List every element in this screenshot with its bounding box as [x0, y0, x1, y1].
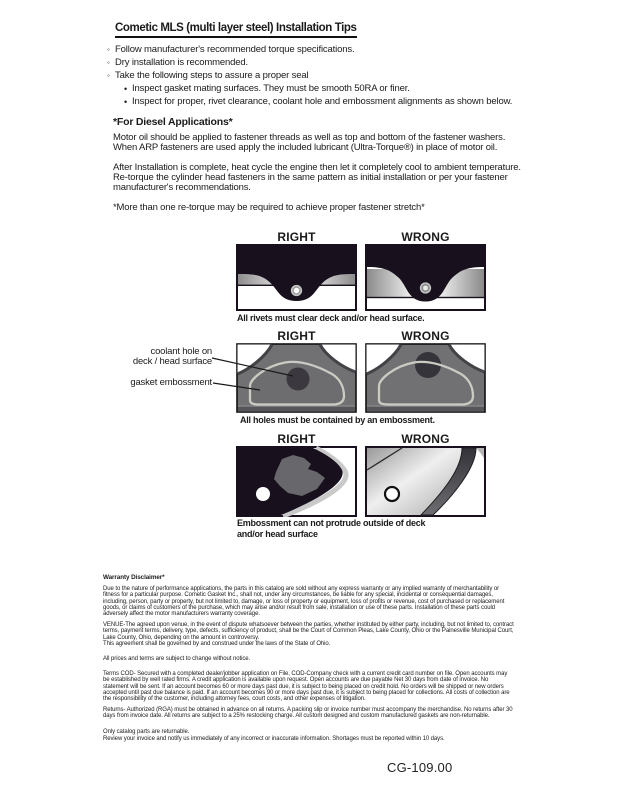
warranty-catalog-parts-note: Only catalog parts are returnable. [103, 729, 190, 735]
row3-caption-line1: Embossment can not protrude outside of deck [237, 518, 426, 528]
row2-right-header: RIGHT [277, 329, 316, 343]
row1-right-header: RIGHT [277, 230, 316, 244]
open-bullet-icon: ◦ [107, 45, 110, 54]
warranty-disclaimer-heading: Warranty Disclaimer* [103, 574, 165, 581]
row1-right-diagram [236, 244, 357, 311]
diesel-paragraph-2: After Installation is complete, heat cycle the engine then let it completely cool to ambient temperature. Re-torque the cylinder head fasteners in the same pattern as initial installation or per your fastener manufacturer's recommendations. [113, 162, 521, 193]
row3-right-diagram [236, 446, 357, 517]
sub-bullet-item [124, 83, 410, 95]
sub-bullet-text: Inspect for proper, rivet clearance, coolant hole and embossment alignments as shown below. [132, 96, 513, 107]
bullet-item [107, 44, 354, 56]
retorque-note: *More than one re-torque may be required to achieve proper fastener stretch* [113, 202, 425, 213]
row2-wrong-diagram [365, 343, 486, 413]
page-number: CG-109.00 [387, 760, 453, 775]
row1-caption: All rivets must clear deck and/or head surface. [237, 313, 425, 323]
filled-bullet-icon: • [124, 84, 128, 94]
diesel-paragraph-1: Motor oil should be applied to fastener threads as well as top and bottom of the fastener washers. When ARP fasteners are used apply the included lubricant (Ultra-Torque®) in place of motor oil. [113, 132, 506, 153]
page-title: Cometic MLS (multi layer steel) Installation Tips [115, 22, 357, 38]
warranty-returns: Returns- Authorized (RGA) must be obtained in advance on all returns. A packing slip or invoice number must accompany the merchandise. No returns after 30 days from invoice date. All returns are subject to a 25% restocking charge. All custom designed and custom manufactured gaskets are non-returnable. [103, 707, 513, 720]
warranty-prices-note: All prices and terms are subject to change without notice. [103, 656, 251, 662]
row3-wrong-header: WRONG [401, 432, 450, 446]
warranty-paragraph-1: Due to the nature of performance applications, the parts in this catalog are sold without any express warranty or any implied warranty of merchantability or fitness for a particular purpose. Cometic Gasket Inc., shall not, under any circumstances, be liable for any special, incidental or consequential damages, including, person, party or property, but not limited to, damage, or loss of property or equipment, loss of profits or revenue, cost of purchased or replacement goods, or claims of customers of the purchase, which may arise and/or result from sale, installation or use of these parts. Installation of these parts could adversely affect the motor manufacturers warranty coverage. [103, 586, 505, 618]
bullet-item [107, 70, 308, 82]
embossment-protrusion-right-image [236, 446, 357, 517]
row1-wrong-diagram [365, 244, 486, 311]
gasket-embossment-label: gasket embossment [130, 377, 212, 388]
warranty-review-invoice-note: Review your invoice and notify us immediately of any incorrect or inaccurate information. Shortages must be reported within 10 days. [103, 736, 445, 742]
warranty-governing-law: This agreement shall be governed by and construed under the laws of the State of Ohio. [103, 641, 331, 647]
bullet-text: Follow manufacturer's recommended torque specifications. [115, 44, 355, 55]
rivet-clearance-right-image [236, 244, 357, 311]
coolant-hole-label [133, 347, 212, 366]
embossment-containment-right-image [236, 343, 357, 413]
warranty-terms-cod: Terms COD- Secured with a completed dealer/jobber application on File, COD-Company check with a current credit card number on file. Open accounts may be established by well rated firms. A credit application is available upon request. Open accounts are due payable Net 30 days from date of invoice. No statement will be sent. If an account becomes 60 or more days past due, it is subject to being placed on credit hold. No orders will be shipped or new orders accepted until past due balance is paid. If an account becomes 90 or more days past due, it is subject to being placed for collections. All costs of collection are the responsibility of the customer, including attorney fees, court costs, and other expenses of litigation. [103, 671, 510, 703]
bullet-text: Dry installation is recommended. [115, 57, 249, 68]
row3-wrong-diagram [365, 446, 486, 517]
row2-right-diagram [236, 343, 357, 413]
open-bullet-icon: ◦ [107, 58, 110, 67]
warranty-venue-paragraph: VENUE-The agreed upon venue, in the event of dispute whatsoever between the parties, whether instituted by either party, including, but not limited to, contract terms, payment terms, delivery, type, defects, sufficiency of product, shall be the Court of Common Pleas, Lake County, Ohio or the Painesville Municipal Court, Lake County, Ohio, depending on the amount in controversy. [103, 622, 514, 641]
filled-bullet-icon: • [124, 97, 128, 107]
bullet-item [107, 57, 248, 69]
coolant-hole-label-line2: deck / head surface [132, 355, 212, 367]
rivet-clearance-wrong-image [365, 244, 486, 311]
row2-caption: All holes must be contained by an embossment. [240, 415, 435, 425]
diesel-applications-heading: *For Diesel Applications* [113, 116, 233, 128]
embossment-containment-wrong-image [365, 343, 486, 413]
bullet-text: Take the following steps to assure a proper seal [115, 70, 309, 81]
coolant-hole-label-line1: coolant hole on [150, 346, 212, 357]
row2-wrong-header: WRONG [401, 329, 450, 343]
sub-bullet-item [124, 96, 512, 108]
row3-caption [237, 518, 425, 540]
embossment-protrusion-wrong-image [365, 446, 486, 517]
row3-right-header: RIGHT [277, 432, 316, 446]
row3-caption-line2: and/or head surface [237, 529, 318, 539]
sub-bullet-text: Inspect gasket mating surfaces. They must be smooth 50RA or finer. [132, 83, 410, 94]
open-bullet-icon: ◦ [107, 71, 110, 80]
row1-wrong-header: WRONG [401, 230, 450, 244]
